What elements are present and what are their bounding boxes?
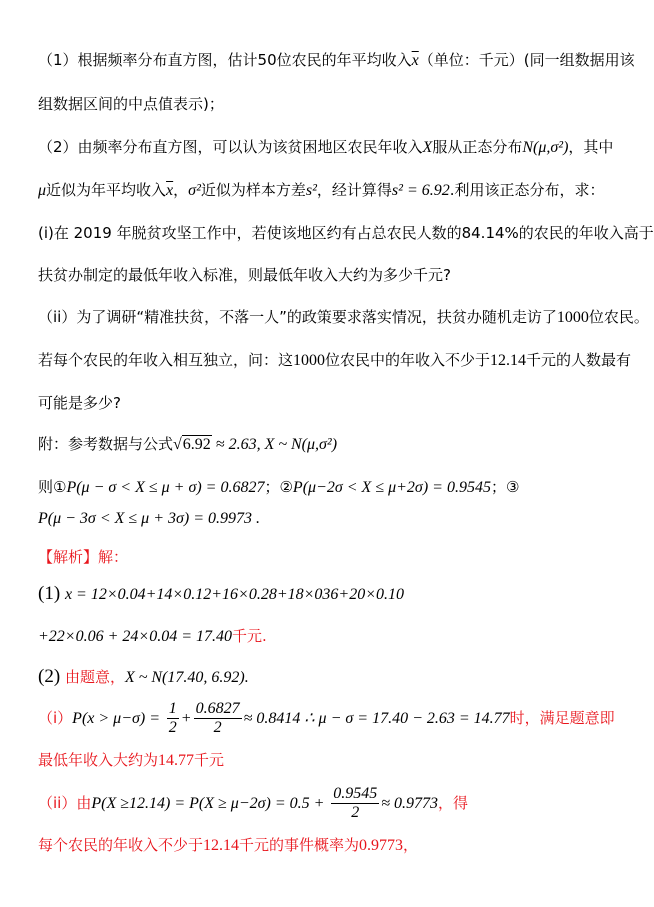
- text: 服从正态分布: [432, 138, 523, 156]
- label: （i）: [38, 709, 73, 727]
- text: 时，满足题意即: [509, 709, 615, 727]
- normal-dist: N(μ,σ²): [522, 139, 569, 156]
- text: （1）根据频率分布直方图，估计50位农民的年平均收入: [38, 51, 412, 69]
- unit: 千元: [194, 751, 225, 769]
- text: ，: [403, 836, 419, 854]
- xbar-symbol: $\overline{x}$: [166, 182, 174, 199]
- label: (1): [38, 583, 61, 604]
- text: 位农民。: [588, 308, 649, 326]
- text: 由题意，: [64, 668, 125, 686]
- equation: ≈ 0.8414 ∴ μ − σ = 17.40 − 2.63 = 14.77: [243, 710, 510, 727]
- solution-2-i-cont: [38, 748, 224, 773]
- problem-part1: [38, 48, 635, 73]
- problem-part2-cont: [38, 178, 605, 203]
- label: (2): [38, 666, 61, 687]
- question-i: [38, 221, 654, 245]
- text: ，经计算得: [316, 181, 392, 199]
- text: .利用该正态分布，求：: [449, 181, 605, 199]
- reference-formula: 附：参考数据与公式√6.92 ≈ 2.63, X ~ N(μ,σ²): [38, 435, 338, 453]
- solution-1-cont: [38, 624, 267, 649]
- text: ；③: [490, 478, 520, 496]
- question-ii: [38, 305, 649, 330]
- number: 1000: [556, 309, 589, 326]
- problem-part2: [38, 135, 613, 160]
- equation: ≈ 0.9773: [381, 795, 438, 812]
- sigma2: σ²: [188, 182, 201, 199]
- solution-1: [38, 582, 404, 607]
- problem-part1-cont: [38, 92, 224, 116]
- question-i-cont: [38, 263, 451, 287]
- solution-2-ii: [38, 785, 468, 822]
- prob-2: P(μ−2σ < X ≤ μ+2σ) = 0.9545: [292, 479, 491, 496]
- question-ii-end: [38, 391, 121, 415]
- number: 12.14: [203, 837, 240, 854]
- text: ，得: [437, 794, 468, 812]
- question-ii-cont: [38, 348, 631, 373]
- fraction: $\frac{1}{2}$: [168, 700, 177, 736]
- text: 最低年收入大约为: [38, 751, 159, 769]
- solution-2-i: [38, 700, 615, 737]
- equation: +22×0.06 + 24×0.04 = 17.40: [38, 628, 232, 645]
- text: 千元的事件概率为: [239, 836, 360, 854]
- text: 位农民中的年收入不少于: [325, 351, 491, 369]
- prob-1: P(μ − σ < X ≤ μ + σ) = 0.6827: [66, 479, 265, 496]
- xbar-symbol: $\overline{x}$: [411, 52, 419, 69]
- equation: P(X ≥12.14) = P(X ≥ μ−2σ) = 0.5 +: [91, 795, 325, 812]
- text: (i)在 2019 年脱贫攻坚工作中，若使该地区约有占总农民人数的84.14%的农民的年收入高于: [38, 224, 654, 242]
- equation: X ~ N(17.40, 6.92).: [124, 669, 249, 686]
- X-symbol: X: [422, 139, 433, 156]
- fraction: $\frac{0.9545}{2}$: [333, 785, 378, 821]
- text: （2）由频率分布直方图，可以认为该贫困地区农民年收入: [38, 138, 423, 156]
- fraction: $\frac{0.6827}{2}$: [195, 700, 240, 736]
- number: 14.77: [158, 752, 195, 769]
- sqrt-value: 6.92: [182, 436, 211, 453]
- equation: P(x > μ−σ) =: [72, 710, 161, 727]
- text: 可能是多少?: [38, 394, 121, 412]
- mu-symbol: μ: [38, 182, 47, 199]
- number: 1000: [293, 352, 326, 369]
- label: （ii）由: [38, 794, 92, 812]
- number: 12.14: [490, 352, 527, 369]
- reference-probabilities: [38, 475, 519, 500]
- s2-eq: s² = 6.92: [391, 182, 450, 199]
- plus: +: [180, 710, 192, 727]
- text: 扶贫办制定的最低年收入标准，则最低年收入大约为多少千元?: [38, 266, 451, 284]
- text: ；②: [264, 478, 293, 496]
- text: 则①: [38, 478, 67, 496]
- unit: 千元.: [231, 627, 267, 645]
- s2: s²: [305, 182, 317, 199]
- text: 近似为年平均收入: [46, 181, 167, 199]
- reference-prob3: [38, 506, 260, 531]
- text: 若每个农民的年收入相互独立，问：这: [38, 351, 294, 369]
- text: （ii）为了调研“精准扶贫，不落一人”的政策要求落实情况，扶贫办随机走访了: [38, 308, 557, 326]
- solution-2: [38, 665, 249, 690]
- prob-3: P(μ − 3σ < X ≤ μ + 3σ) = 0.9973 .: [38, 510, 261, 527]
- text: 组数据区间的中点值表示)；: [38, 95, 224, 113]
- solution-2-ii-cont: [38, 833, 418, 858]
- text: ，其中: [568, 138, 614, 156]
- equation: x = 12×0.04+14×0.12+16×0.28+18×036+20×0.10: [64, 586, 405, 603]
- text: 附：参考数据与公式: [38, 435, 174, 453]
- text: 近似为样本方差: [200, 181, 306, 199]
- text: ，: [173, 181, 189, 199]
- text: 【解析】解：: [38, 548, 129, 566]
- text: （单位：千元）(同一组数据用该: [418, 51, 635, 69]
- formula: ≈ 2.63, X ~ N(μ,σ²): [211, 436, 338, 453]
- number: 0.9773: [359, 837, 404, 854]
- text: 千元的人数最有: [526, 351, 632, 369]
- solution-header: [38, 545, 128, 569]
- text: 每个农民的年收入不少于: [38, 836, 204, 854]
